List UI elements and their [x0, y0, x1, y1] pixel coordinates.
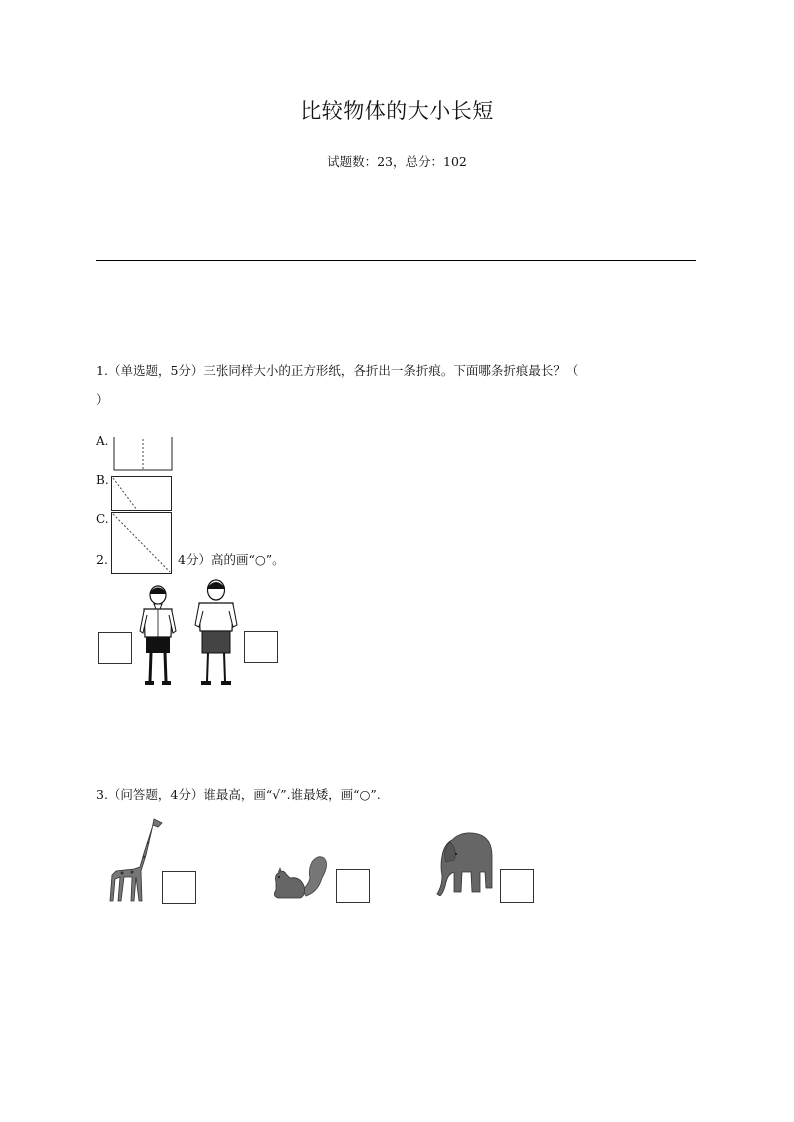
q1-option-b-label[interactable]: B.	[96, 473, 109, 487]
q3-answer-box-elephant[interactable]	[500, 869, 534, 903]
q2-answer-box-right[interactable]	[244, 631, 278, 663]
q1-option-a[interactable]	[113, 437, 173, 471]
q3-answer-box-squirrel[interactable]	[336, 869, 370, 903]
q3-answer-box-giraffe[interactable]	[162, 871, 196, 904]
q2-answer-box-left[interactable]	[98, 632, 132, 664]
square-short-diagonal-fold-icon	[111, 476, 173, 512]
divider	[96, 260, 696, 261]
giraffe-icon	[104, 815, 164, 905]
q1-text-continued: ）	[96, 392, 109, 407]
q2-number: 2.	[96, 552, 108, 567]
boy-short-icon	[136, 585, 180, 687]
square-vertical-fold-icon	[113, 437, 173, 471]
squirrel-icon	[266, 856, 332, 902]
q1-option-c[interactable]	[111, 512, 173, 575]
q2-text: 4分）高的画“○”。	[178, 552, 285, 567]
q1-number: 1.	[96, 363, 108, 378]
square-full-diagonal-fold-icon	[111, 512, 173, 575]
q1-option-b[interactable]	[111, 476, 173, 512]
question-1	[96, 363, 578, 379]
boy-tall-icon	[194, 579, 238, 687]
q3-text: 3.（问答题，4分）谁最高，画“√”.谁最矮，画“○”.	[96, 787, 381, 802]
q1-text: （单选题，5分）三张同样大小的正方形纸，各折出一条折痕。下面哪条折痕最长？（	[107, 363, 579, 378]
elephant-icon	[436, 830, 496, 896]
q1-option-a-label[interactable]: A.	[96, 434, 109, 448]
q1-option-c-label[interactable]: C.	[96, 512, 109, 526]
page-title: 比较物体的大小长短	[300, 99, 494, 123]
test-meta: 试题数：23，总分：102	[327, 154, 467, 169]
